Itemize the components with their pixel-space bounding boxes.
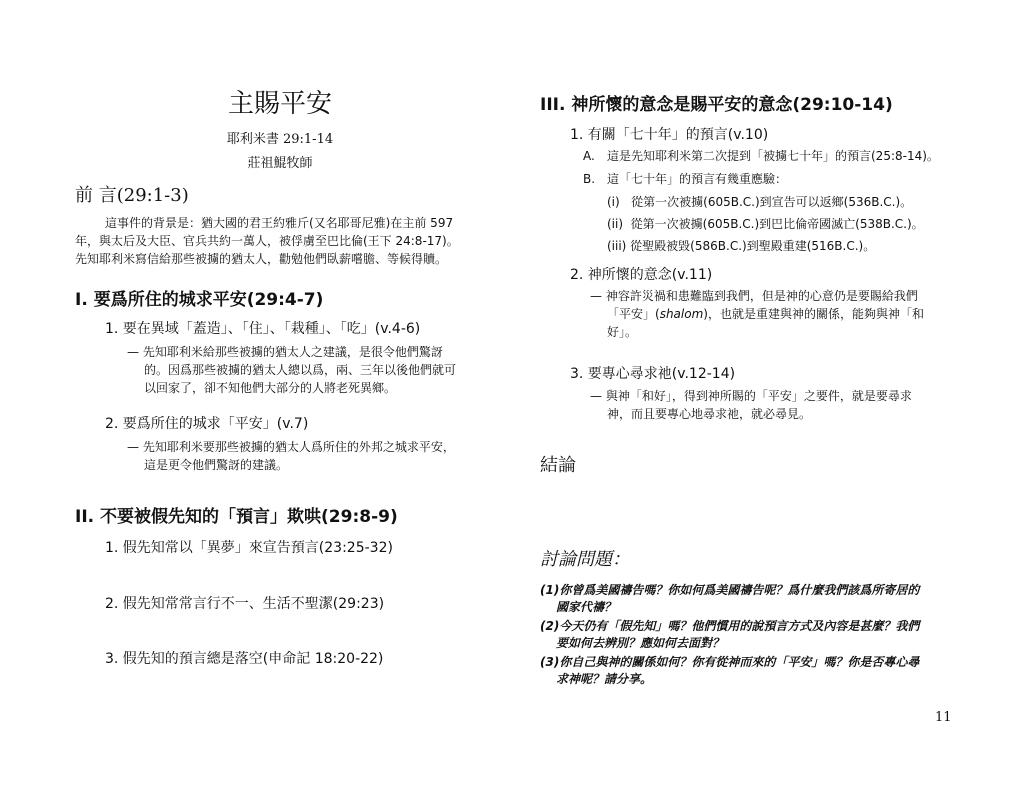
section-1-item-1-line-1: — 先知耶利米給那些被擄的猶太人之建議，是很令他們驚訝 <box>127 345 443 359</box>
section-3-item-1-b-letter: B. <box>583 172 596 186</box>
section-3-item-3-line-2: 神，而且要專心地尋求祂，就必尋見。 <box>607 407 812 421</box>
section-2-item-2: 2. 假先知常常言行不一、生活不聖潔(29:23) <box>105 596 385 612</box>
section-3-item-1-b-sub-1: (i) 從第一次被擄(605B.C.)到宣告可以返鄉(536B.C.)。 <box>607 195 913 209</box>
section-2-item-3: 3. 假先知的預言總是落空(申命記 18:20-22) <box>105 651 384 667</box>
intro-line-3: 先知耶利米寫信給那些被擄的猶太人，勸勉他們臥薪嚐膽、等候得贖。 <box>75 252 448 266</box>
discussion-heading: 討論問題： <box>540 549 630 570</box>
section-3-item-1-b-sub-3: (iii) 從聖殿被毀(586B.C.)到聖殿重建(516B.C.)。 <box>607 239 876 253</box>
section-1-item-1: 1. 要在異域「蓋造」、「住」、「栽種」、「吃」(v.4-6) <box>105 321 421 337</box>
author-name: 莊祖鯤牧師 <box>247 156 313 171</box>
question-2-line-2: 要如何去辨別？應如何去面對？ <box>556 636 725 650</box>
section-3-item-2-line-2 <box>607 306 924 323</box>
section-3-item-1-b-text: 這「七十年」的預言有幾重應驗： <box>607 172 788 186</box>
section-3-item-2-line-1: — 神容許災禍和患難臨到我們，但是神的心意仍是要賜給我們 <box>590 289 918 303</box>
section-3-item-1-a-text: 這是先知耶利米第二次提到「被擄七十年」的預言(25:8-14)。 <box>607 149 939 163</box>
page-number: 11 <box>935 710 952 725</box>
intro-heading: 前 言(29:1-3) <box>75 185 189 206</box>
section-1-item-1-line-3: 以回家了，卻不知他們大部分的人將老死異鄉。 <box>144 381 397 395</box>
section-3-heading: III. 神所懷的意念是賜平安的意念(29:10-14) <box>540 95 893 115</box>
section-2-item-1: 1. 假先知常以「異夢」來宣告預言(23:25-32) <box>105 540 393 556</box>
question-3-line-2: 求神呢？請分享。 <box>556 672 653 686</box>
question-2-line-1: (2)今天仍有「假先知」嗎？他們慣用的說預言方式及內容是甚麼？我們 <box>540 619 920 633</box>
section-3-item-1-a-letter: A. <box>583 149 595 163</box>
section-3-item-1: 1. 有關「七十年」的預言(v.10) <box>570 127 769 143</box>
section-3-item-1-b-sub-2: (ii) 從第一次被擄(605B.C.)到巴比倫帝國滅亡(538B.C.)。 <box>607 217 924 231</box>
intro-line-1: 這事件的背景是：猶大國的君王約雅斤(又名耶哥尼雅)在主前 597 <box>105 216 454 230</box>
section-3-item-2-line-3: 好」。 <box>607 325 638 339</box>
line-2-post: )，也就是重建與神的關係，能夠與神「和 <box>703 307 924 321</box>
section-3-item-3-line-1: — 與神「和好」，得到神所賜的「平安」之要件，就是要尋求 <box>590 389 912 403</box>
intro-line-2: 年，與太后及大臣、官兵共約一萬人，被俘虜至巴比倫(王下 24:8-17)。 <box>75 234 459 248</box>
scripture-reference: 耶利米書 29:1-14 <box>226 132 334 147</box>
section-1-item-2-line-2: 這是更令他們驚訝的建議。 <box>144 458 289 472</box>
section-1-item-2-line-1: — 先知耶利米要那些被擄的猶太人爲所住的外邦之城求平安， <box>127 440 455 454</box>
shalom-term: shalom <box>659 307 704 321</box>
section-1-item-2: 2. 要爲所住的城求「平安」(v.7) <box>105 416 309 432</box>
question-3-line-1: (3)你自己與神的關係如何？你有從神而來的「平安」嗎？你是否專心尋 <box>540 655 920 669</box>
section-3-item-2: 2. 神所懷的意念(v.11) <box>570 267 713 283</box>
section-1-heading: I. 要爲所住的城求平安(29:4-7) <box>75 290 324 310</box>
section-3-item-3: 3. 要專心尋求祂(v.12-14) <box>570 366 736 382</box>
question-1-line-2: 國家代禱？ <box>556 600 617 614</box>
conclusion-heading: 結論 <box>540 455 576 476</box>
section-2-heading: II. 不要被假先知的「預言」欺哄(29:8-9) <box>75 507 398 527</box>
section-1-item-1-line-2: 的。因爲那些被擄的猶太人總以爲，兩、三年以後他們就可 <box>144 363 457 377</box>
line-2-pre: 「平安」( <box>607 307 660 321</box>
page-title: 主賜平安 <box>227 89 332 119</box>
question-1-line-1: (1)你曾爲美國禱告嗎？你如何爲美國禱告呢？爲什麼我們該爲所寄居的 <box>540 583 920 597</box>
